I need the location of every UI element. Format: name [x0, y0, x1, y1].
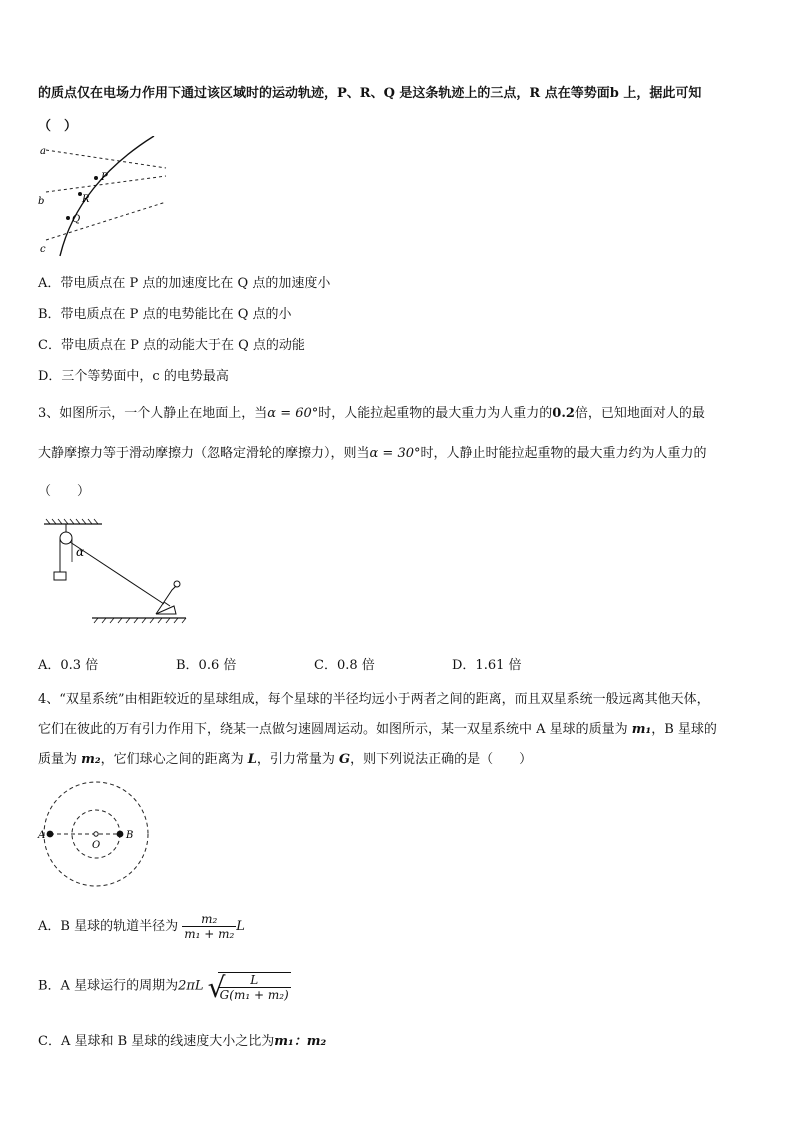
radical-sign: √ — [207, 971, 226, 1004]
trajectory-curve — [60, 136, 154, 256]
q4-optB-fraction — [218, 973, 291, 1002]
q3-stem-line2 — [38, 442, 707, 461]
q4-optB-sqrt — [208, 970, 291, 1002]
q3-options — [38, 654, 522, 673]
q2-option-a: A．带电质点在 P 点的加速度比在 Q 点的加速度小 — [38, 276, 331, 291]
q3-line2-post: 时，人静止时能拉起重物的最大重力约为人重力的 — [420, 446, 707, 461]
q3-line1-bold: 0.2 — [552, 406, 575, 421]
q4-line3-end: ，则下列说法正确的是（ ） — [350, 752, 533, 767]
q4-option-b — [38, 970, 291, 1002]
ceiling-hatch — [46, 519, 98, 524]
q2-stem-line1: 的质点仅在电场力作用下通过该区域时的运动轨迹，P、R、Q 是这条轨迹上的三点，R 点在等势面b 上，据此可知 — [38, 86, 702, 101]
q2-option-c: C．带电质点在 P 点的动能大于在 Q 点的动能 — [38, 338, 305, 353]
star-A — [47, 831, 54, 838]
q3-line1-math: α = 60° — [267, 406, 319, 421]
q4-line2-post: ，B 星球的 — [651, 722, 717, 737]
q4-line3-L: L — [247, 752, 257, 767]
q4-optA-L: L — [236, 919, 245, 934]
star-B — [117, 831, 124, 838]
q4-optA-fraction — [182, 912, 236, 941]
label-A: A — [38, 830, 46, 841]
q4-line3-mid2: ，引力常量为 — [256, 752, 340, 767]
q4-line3-pre: 质量为 — [38, 752, 82, 767]
q4-optC-pre: C．A 星球和 B 星球的线速度大小之比为 — [38, 1034, 275, 1049]
q3-option-b: B．0.6 倍 — [176, 658, 237, 673]
label-B: B — [126, 830, 134, 841]
q4-line3-m2: m₂ — [81, 752, 101, 767]
q4-optB-pre: B．A 星球运行的周期为 — [38, 978, 179, 994]
q3-line2-math: α = 30° — [369, 446, 421, 461]
q3-option-d: D．1.61 倍 — [452, 658, 522, 673]
q4-optB-coef: 2πL — [178, 978, 204, 994]
label-c: c — [40, 244, 46, 255]
q4-line2-pre: 它们在彼此的万有引力作用下，绕某一点做匀速圆周运动。如图所示，某一双星系统中 A 星球的质量为 — [38, 722, 632, 737]
q4-optA-denominator: m₁ + m₂ — [184, 927, 235, 941]
label-b: b — [38, 196, 45, 207]
person-figure — [156, 581, 180, 614]
q4-line3-mid: ，它们球心之间的距离为 — [100, 752, 248, 767]
q4-optA-numerator: m₂ — [182, 912, 236, 927]
point-Q — [66, 216, 70, 220]
q4-optB-numerator: L — [218, 973, 291, 988]
q3-line1-pre: 3、如图所示，一个人静止在地面上，当 — [38, 406, 268, 421]
q4-option-a — [38, 912, 245, 941]
q3-line2-pre: 大静摩擦力等于滑动摩擦力（忽略定滑轮的摩擦力），则当 — [38, 446, 370, 461]
q2-option-b: B．带电质点在 P 点的电势能比在 Q 点的小 — [38, 307, 292, 322]
q3-stem-line1 — [38, 402, 705, 421]
center-O — [94, 832, 98, 836]
label-a: a — [40, 146, 46, 157]
q4-line2-m1: m₁ — [631, 722, 652, 737]
q3-option-a: A．0.3 倍 — [38, 658, 99, 673]
ground-hatch — [94, 618, 186, 623]
equipotential-line-a — [46, 150, 166, 168]
q2-option-d: D．三个等势面中，c 的电势最高 — [38, 369, 229, 384]
q3-paren: （ ） — [38, 484, 91, 499]
q2-stem-paren: （ ） — [38, 119, 78, 134]
q3-line1-post: 时，人能拉起重物的最大重力为人重力的 — [318, 406, 553, 421]
label-Q: Q — [72, 214, 81, 225]
q4-optA-pre: A．B 星球的轨道半径为 — [38, 919, 179, 934]
label-P: P — [101, 172, 108, 183]
q3-line1-end: 倍，已知地面对人的最 — [574, 406, 705, 421]
angle-alpha-label: α — [76, 545, 85, 559]
q4-figure-binary-star — [36, 776, 160, 892]
q4-stem-line2 — [38, 718, 717, 737]
q3-figure-pulley — [36, 516, 188, 628]
point-P — [94, 176, 98, 180]
equipotential-line-c — [46, 202, 166, 240]
q4-stem-line1: 4、“双星系统”由相距较近的星球组成，每个星球的半径均远小于两者之间的距离，而且双星系统一般远离其他天体， — [38, 692, 710, 707]
hanging-weight — [54, 572, 66, 580]
label-O: O — [92, 840, 101, 851]
q2-figure-equipotential — [36, 136, 176, 260]
q4-optC-ratio: m₁：m₂ — [274, 1034, 327, 1049]
q4-stem-line3 — [38, 748, 532, 767]
q4-optB-denominator: G(m₁ + m₂) — [219, 988, 289, 1002]
label-R: R — [82, 194, 90, 205]
q4-option-c — [38, 1030, 326, 1049]
q4-line3-G: G — [339, 752, 351, 767]
q3-option-c: C．0.8 倍 — [314, 658, 375, 673]
